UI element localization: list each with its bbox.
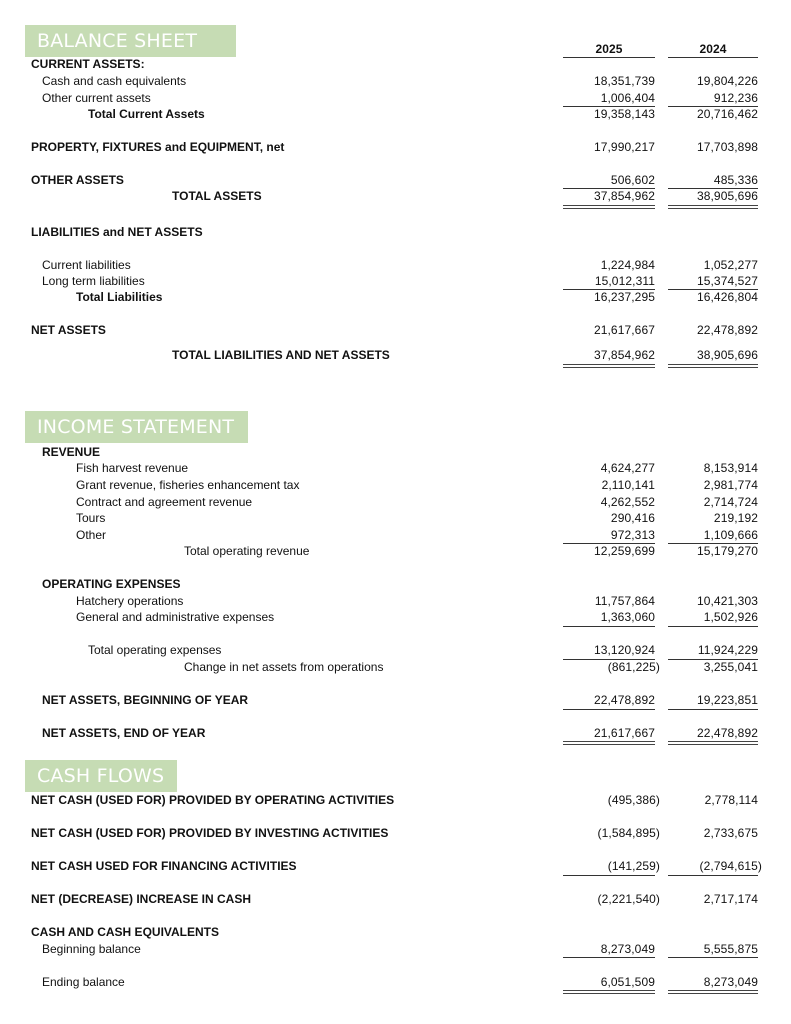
table-row: NET ASSETS 21,617,667 22,478,892 [31,323,758,337]
table-row: Long term liabilities 15,012,311 15,374,527 [42,274,758,288]
subtotal-line [668,626,758,627]
table-row-total: Ending balance 6,051,509 8,273,049 [42,975,758,989]
table-row-total: NET ASSETS, END OF YEAR 21,617,667 22,478,892 [42,726,758,740]
table-row-total: TOTAL ASSETS 37,854,962 38,905,696 [172,189,758,203]
table-row: PROPERTY, FIXTURES and EQUIPMENT, net 17,990,217 17,703,898 [31,140,758,154]
table-row: NET CASH (USED FOR) PROVIDED BY INVESTING ACTIVITIES (1,584,895) 2,733,675 [31,826,758,840]
double-underline [563,990,655,994]
table-row: Grant revenue, fisheries enhancement tax 2,110,141 2,981,774 [76,478,758,492]
table-row: NET ASSETS, BEGINNING OF YEAR 22,478,892 19,223,851 [42,693,758,707]
subtotal-line [668,875,758,876]
double-underline [668,741,758,745]
subtotal-line [563,875,655,876]
column-header-2025: 2025 [595,42,623,56]
table-row-total: NET (DECREASE) INCREASE IN CASH (2,221,540) 2,717,174 [31,892,758,906]
table-row: Cash and cash equivalents 18,351,739 19,804,226 [42,74,758,88]
table-row-total: TOTAL LIABILITIES AND NET ASSETS 37,854,962 38,905,696 [172,348,758,362]
section-header: LIABILITIES and NET ASSETS [31,225,203,239]
table-row: Fish harvest revenue 4,624,277 8,153,914 [76,461,758,475]
table-row: NET CASH (USED FOR) PROVIDED BY OPERATING ACTIVITIES (495,386) 2,778,114 [31,793,758,807]
table-row: General and administrative expenses 1,363,060 1,502,926 [76,610,758,624]
table-row: Change in net assets from operations (861,225) 3,255,041 [184,660,758,674]
table-row: Beginning balance 8,273,049 5,555,875 [42,942,758,956]
table-row-total: Total Current Assets 19,358,143 20,716,462 [88,107,758,121]
table-row: Hatchery operations 11,757,864 10,421,303 [76,594,758,608]
double-underline [563,741,655,745]
subtotal-line [668,957,758,958]
table-row: Other current assets 1,006,404 912,236 [42,91,758,105]
double-underline [563,205,655,209]
table-row-total: Total Liabilities 16,237,295 16,426,804 [76,290,758,304]
table-row: NET CASH USED FOR FINANCING ACTIVITIES (141,259) (2,794,615) [31,859,762,873]
double-underline [668,990,758,994]
section-header: CASH AND CASH EQUIVALENTS [31,925,220,939]
cash-flows-banner: CASH FLOWS [25,760,177,792]
subtotal-line [563,957,655,958]
section-header: CURRENT ASSETS: [31,57,145,71]
table-row-total: Total operating revenue 12,259,699 15,179,270 [184,544,758,558]
income-statement-banner: INCOME STATEMENT [25,411,248,443]
balance-sheet-banner: BALANCE SHEET [25,25,236,57]
double-underline [668,364,758,368]
table-row: Contract and agreement revenue 4,262,552 2,714,724 [76,495,758,509]
table-row: Tours 290,416 219,192 [76,511,758,525]
section-header: OPERATING EXPENSES [42,577,181,591]
column-header-2024: 2024 [699,42,727,56]
table-row-total: Total operating expenses 13,120,924 11,924,229 [88,643,758,657]
section-header: REVENUE [42,445,101,459]
subtotal-line [563,626,655,627]
table-row: OTHER ASSETS 506,602 485,336 [31,173,758,187]
double-underline [668,205,758,209]
subtotal-line [668,709,758,710]
subtotal-line [563,709,655,710]
table-row: Other 972,313 1,109,666 [76,528,758,542]
table-row: Current liabilities 1,224,984 1,052,277 [42,258,758,272]
double-underline [563,364,655,368]
